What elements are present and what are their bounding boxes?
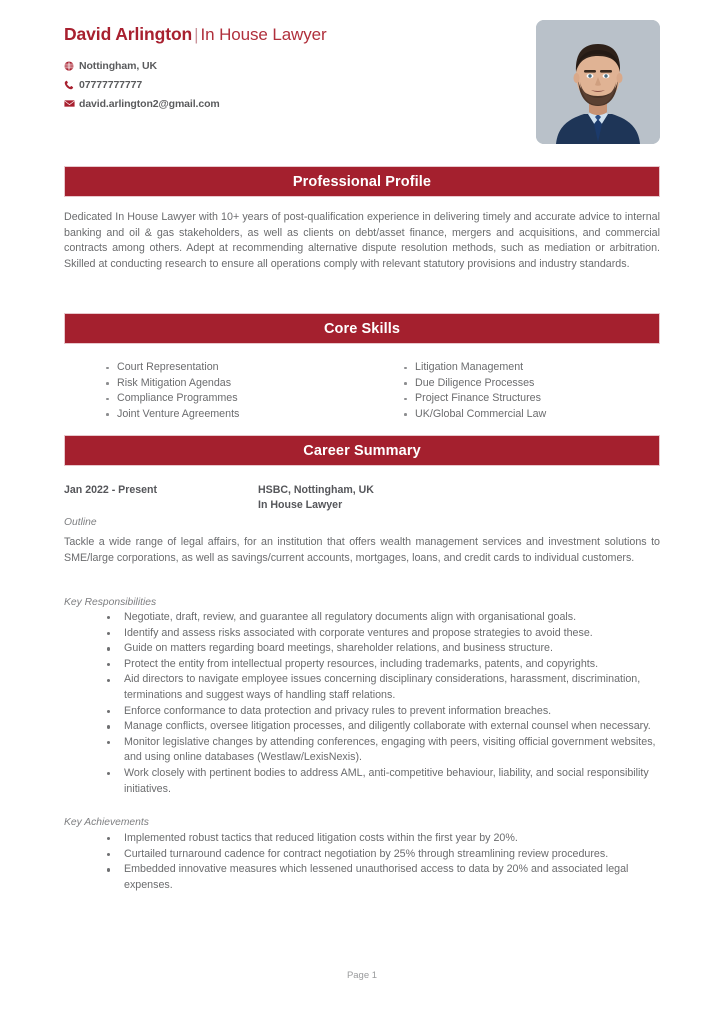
list-item: Due Diligence Processes [402,376,660,392]
list-item: Aid directors to navigate employee issues concerning disciplinary considerations, harassment, discrimination, terminations and suggest ways of handling staff relations. [64,672,660,703]
contact-phone-text: 07777777777 [79,78,143,91]
key-achievements-label: Key Achievements [64,817,149,828]
list-item: UK/Global Commercial Law [402,407,660,423]
page-footer: Page 1 [346,970,378,981]
candidate-job-title: In House Lawyer [200,25,327,44]
list-item: Negotiate, draft, review, and guarantee all regulatory documents align with organisational goals. [64,610,660,626]
list-item: Project Finance Structures [402,391,660,407]
core-skills-column-right [362,360,660,422]
section-title: Professional Profile [292,173,432,190]
list-item: Implemented robust tactics that reduced litigation costs within the first year by 20%. [64,831,660,847]
section-title: Core Skills [323,320,401,337]
candidate-name: David Arlington [64,24,193,44]
list-item: Litigation Management [402,360,660,376]
list-item: Risk Mitigation Agendas [104,376,362,392]
contact-email-text: david.arlington2@gmail.com [79,97,220,110]
experience-entry-header [64,483,660,513]
list-item: Protect the entity from intellectual property resources, including trademarks, patents, and copyrights. [64,657,660,673]
name-separator: | [194,25,199,44]
list-item: Compliance Programmes [104,391,362,407]
core-skills-list [64,360,660,422]
globe-icon [64,61,79,71]
list-item: Joint Venture Agreements [104,407,362,423]
experience-company: HSBC, Nottingham, UK [258,484,374,496]
key-responsibilities-list [64,610,660,797]
list-item: Identify and assess risks associated with corporate ventures and propose strategies to avoid these. [64,626,660,642]
section-header-core-skills [64,313,660,344]
list-item: Monitor legislative changes by attending conferences, engaging with peers, visiting official government websites, and using online databases (Westlaw/LexisNexis). [64,735,660,766]
professional-profile-body: Dedicated In House Lawyer with 10+ years of post-qualification experience in delivering timely and accurate advice to internal banking and oil & gas stakeholders, as well as clients on debt/asset finance, mergers and acquisitions, and commercial contracts among others. Adept at recommending alternative dispute resolution methods, such as mediation or arbitration. Skilled at conducting research to ensure all operations comply with relevant statutory provisions and industry standards. [64,211,660,270]
list-item: Embedded innovative measures which lessened unauthorised access to data by 20% and associated legal expenses. [64,862,660,893]
section-header-career-summary [64,435,660,466]
avatar [536,20,660,144]
envelope-icon [64,98,79,109]
list-item: Work closely with pertinent bodies to address AML, anti-competitive behaviour, liability, and social responsibility initiatives. [64,766,660,797]
list-item: Guide on matters regarding board meetings, shareholder relations, and business structure. [64,641,660,657]
list-item: Court Representation [104,360,362,376]
section-title: Career Summary [303,442,421,459]
experience-role: In House Lawyer [258,499,343,511]
experience-dates: Jan 2022 - Present [64,484,158,496]
core-skills-column-left [64,360,362,422]
key-achievements-list [64,831,660,893]
list-item: Manage conflicts, oversee litigation processes, and diligently collaborate with external counsel when necessary. [64,719,660,735]
key-responsibilities-label: Key Responsibilities [64,597,157,608]
list-item: Enforce conformance to data protection and privacy rules to prevent information breaches. [64,704,660,720]
phone-icon [64,80,79,90]
outline-label: Outline [64,517,97,528]
outline-body: Tackle a wide range of legal affairs, for an institution that offers wealth management services and investment solutions to SME/large corporations, as well as savings/current accounts, mortgages, loans, and credit cards to individual customers. [64,536,660,564]
section-header-professional-profile [64,166,660,197]
contact-location-text: Nottingham, UK [79,59,157,72]
experience-company-block [258,483,660,513]
list-item: Curtailed turnaround cadence for contract negotiation by 25% through streamlining review procedures. [64,847,660,863]
